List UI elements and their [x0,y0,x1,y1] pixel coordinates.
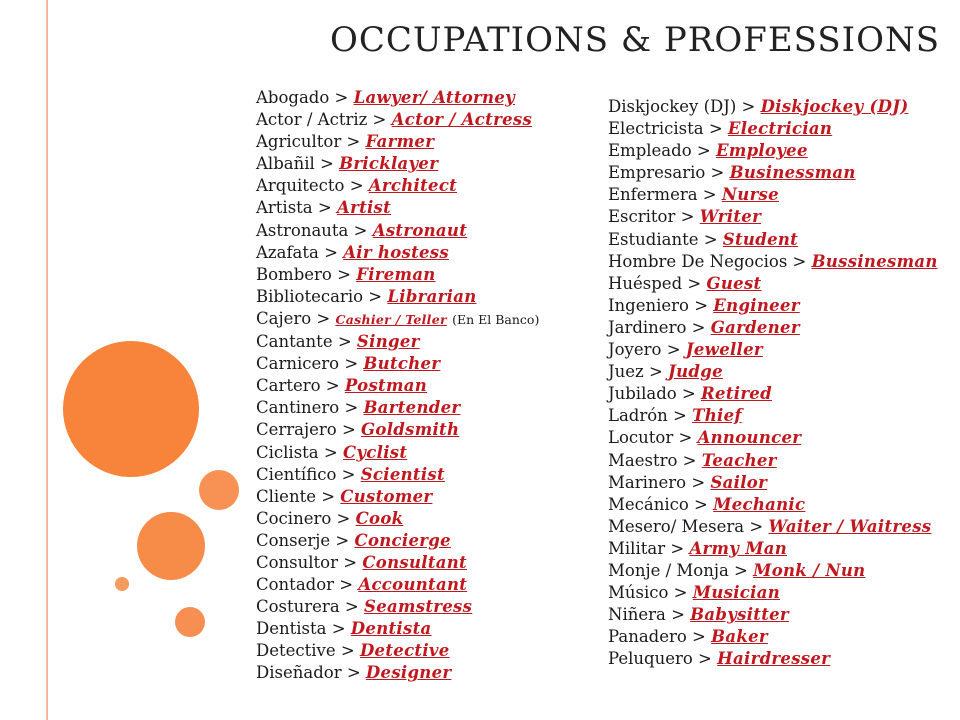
list-item [608,450,938,472]
list-item [256,109,539,131]
list-item [256,419,539,441]
list-item [608,206,938,228]
spanish-term: Peluquero > [608,649,712,669]
english-term-link[interactable]: Architect [368,176,458,196]
spanish-term: Mesero/ Mesera > [608,516,764,536]
english-term-link[interactable]: Customer [340,486,433,506]
term-note: (En El Banco) [452,311,540,327]
spanish-term: Artista > [256,198,332,218]
list-item [608,427,938,449]
spanish-term: Bibliotecario > [256,286,383,306]
english-term-link[interactable]: Guest [706,273,762,293]
english-term-link[interactable]: Bussinesman [811,251,938,271]
list-item [256,596,539,618]
english-term-link[interactable]: Gardener [710,317,800,337]
list-item [256,286,539,308]
list-item [608,560,938,582]
spanish-term: Cajero > [256,308,331,328]
spanish-term: Carnicero > [256,354,359,374]
left-occupation-list [256,87,539,685]
spanish-term: Abogado > [256,88,349,107]
english-term-link[interactable]: Monk / Nun [753,560,866,580]
english-term-link[interactable]: Astronaut [372,220,468,240]
list-item [608,361,938,383]
list-item [608,405,938,427]
spanish-term: Cantante > [256,332,352,352]
list-item [608,648,938,670]
english-term-link[interactable]: Baker [711,627,768,647]
spanish-term: Monje / Monja > [608,560,748,580]
spanish-term: Locutor > [608,428,693,448]
list-item [256,264,539,286]
spanish-term: Diskjockey (DJ) > [608,97,756,116]
list-item [608,140,938,162]
spanish-term: Joyero > [608,340,681,360]
english-term-link[interactable]: Retired [701,384,772,404]
list-item [256,242,539,264]
spanish-term: Jubilado > [608,384,696,404]
list-item [608,339,938,361]
spanish-term: Dentista > [256,619,346,639]
english-term-link[interactable]: Consultant [362,552,467,572]
spanish-term: Juez > [608,362,663,382]
english-term-link[interactable]: Businessman [729,163,856,183]
english-term-link[interactable]: Detective [359,641,450,661]
spanish-term: Ladrón > [608,406,687,426]
decorative-circle-small [199,470,239,510]
page-title: OCCUPATIONS & PROFESSIONS [330,20,941,60]
list-item [256,353,539,375]
list-item [608,184,938,206]
english-term-link[interactable]: Dentista [350,619,432,639]
english-term-link[interactable]: Student [722,229,799,249]
spanish-term: Hombre De Negocios > [608,251,807,271]
english-term-link[interactable]: Concierge [354,530,451,550]
spanish-term: Consultor > [256,552,358,572]
spanish-term: Cocinero > [256,508,351,528]
list-item [608,538,938,560]
english-term-link[interactable]: Singer [356,332,420,352]
list-item [608,229,938,251]
spanish-term: Ingeniero > [608,295,709,315]
spanish-term: Cerrajero > [256,420,356,440]
decorative-circle-small [175,607,205,637]
list-item [608,118,938,140]
spanish-term: Cliente > [256,486,336,506]
spanish-term: Actor / Actriz > [256,110,387,130]
english-term-link[interactable]: Accountant [358,575,468,595]
english-term-link[interactable]: Engineer [713,295,800,315]
spanish-term: Panadero > [608,627,706,647]
list-item [256,640,539,662]
spanish-term: Enfermera > [608,185,717,205]
list-item [256,87,539,109]
list-item [608,251,938,273]
spanish-term: Militar > [608,538,685,558]
spanish-term: Cantinero > [256,398,359,418]
english-term-link[interactable]: Cook [355,508,404,528]
spanish-term: Escritor > [608,207,695,227]
spanish-term: Estudiante > [608,229,718,249]
list-item [256,508,539,530]
list-item [608,317,938,339]
english-term-link[interactable]: Designer [365,663,452,683]
english-term-link[interactable]: Hairdresser [717,649,831,669]
english-term-link[interactable]: Writer [699,207,762,227]
spanish-term: Mecánico > [608,494,708,514]
spanish-term: Albañil > [256,154,334,174]
spanish-term: Agricultor > [256,132,361,152]
spanish-term: Ciclista > [256,442,338,462]
spanish-term: Azafata > [256,242,338,262]
list-item [256,331,539,353]
english-term-link[interactable]: Cyclist [342,442,408,462]
list-item [256,397,539,419]
list-item [256,618,539,640]
spanish-term: Detective > [256,641,355,661]
english-term-link[interactable]: Butcher [363,354,441,374]
decorative-circle-large [63,341,199,477]
english-term-link[interactable]: Teacher [701,450,777,470]
spanish-term: Contador > [256,575,354,595]
list-item [608,472,938,494]
english-term-link[interactable]: Mechanic [713,494,806,514]
english-term-link[interactable]: Farmer [365,132,435,152]
list-item [256,442,539,464]
list-item [256,486,539,508]
english-term-link[interactable]: Announcer [697,428,802,448]
list-item [256,375,539,397]
english-term-link[interactable]: Judge [668,362,723,382]
english-term-link[interactable]: Artist [336,198,392,218]
english-term-link[interactable]: Scientist [360,464,445,484]
english-term-link[interactable]: Librarian [387,286,477,306]
english-term-link[interactable]: Seamstress [363,597,473,617]
list-item [256,464,539,486]
list-item [256,662,539,684]
spanish-term: Bombero > [256,264,351,284]
list-item [256,131,539,153]
english-term-link[interactable]: Nurse [721,185,779,205]
list-item [608,494,938,516]
list-item [608,604,938,626]
spanish-term: Conserje > [256,530,350,550]
decorative-circle-medium [137,512,205,580]
spanish-term: Costurera > [256,597,359,617]
english-term-link[interactable]: Jeweller [685,340,763,360]
list-item [256,175,539,197]
spanish-term: Cartero > [256,376,340,396]
english-term-link[interactable]: Waiter / Waitress [768,516,932,536]
list-item [608,582,938,604]
list-item [256,530,539,552]
spanish-term: Jardinero > [608,317,706,337]
english-term-link[interactable]: Air hostess [343,242,449,262]
list-item [256,153,539,175]
english-term-link[interactable]: Employee [715,141,808,161]
english-term-link[interactable]: Bartender [363,398,461,418]
right-occupation-list [608,96,938,670]
list-item [608,516,938,538]
english-term-link[interactable]: Postman [344,376,428,396]
list-item [608,295,938,317]
english-term-link[interactable]: Cashier / Teller [335,311,447,327]
spanish-term: Músico > [608,583,688,603]
english-term-link[interactable]: Fireman [356,264,436,284]
list-item [256,552,539,574]
spanish-term: Electricista > [608,119,723,139]
decorative-circle-tiny [115,577,129,591]
english-term-link[interactable]: Electrician [727,119,833,139]
list-item [608,273,938,295]
list-item [256,220,539,242]
spanish-term: Marinero > [608,472,706,492]
english-term-link[interactable]: Thief [692,406,742,426]
english-term-link[interactable]: Actor / Actress [391,110,533,130]
english-term-link[interactable]: Goldsmith [361,420,460,440]
spanish-term: Empleado > [608,141,711,161]
english-term-link[interactable]: Diskjockey (DJ) [760,97,909,116]
spanish-term: Huésped > [608,273,702,293]
list-item [608,383,938,405]
spanish-term: Empresario > [608,163,725,183]
spanish-term: Maestro > [608,450,697,470]
english-term-link[interactable]: Lawyer/ Attorney [353,88,516,107]
english-term-link[interactable]: Sailor [710,472,768,492]
list-item [256,574,539,596]
english-term-link[interactable]: Babysitter [690,605,789,625]
list-item [608,96,938,118]
english-term-link[interactable]: Army Man [689,538,788,558]
list-item [256,197,539,219]
english-term-link[interactable]: Musician [692,583,780,603]
spanish-term: Astronauta > [256,220,368,240]
list-item [608,162,938,184]
decorative-vertical-line [46,0,48,720]
english-term-link[interactable]: Bricklayer [339,154,439,174]
spanish-term: Diseñador > [256,663,361,683]
list-item [608,626,938,648]
spanish-term: Arquitecto > [256,176,364,196]
spanish-term: Científico > [256,464,356,484]
list-item [256,308,539,331]
spanish-term: Niñera > [608,605,685,625]
